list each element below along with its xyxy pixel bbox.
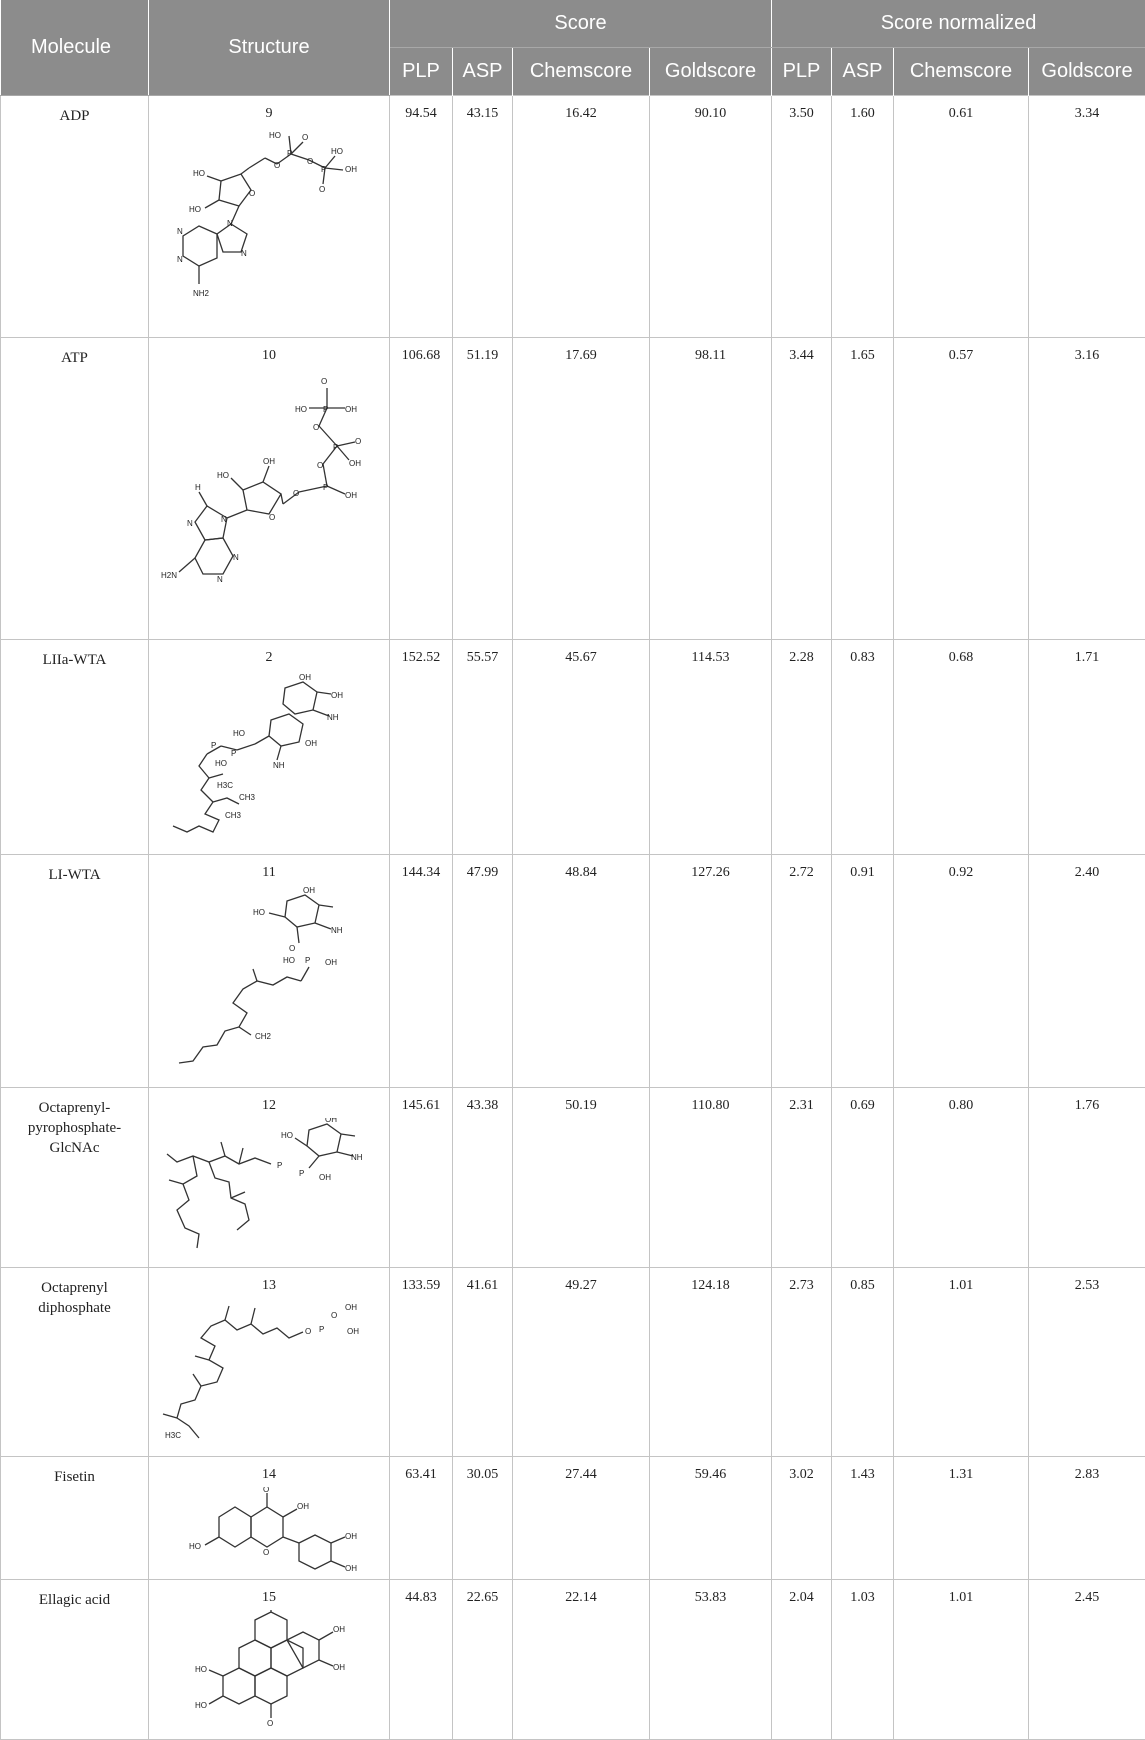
goldscore: 53.83: [650, 1580, 772, 1740]
svg-text:O: O: [313, 423, 320, 432]
compound-number: 2: [265, 650, 273, 665]
normalized-goldscore: 1.71: [1029, 640, 1145, 855]
goldscore: 59.46: [650, 1457, 772, 1580]
svg-text:O: O: [263, 1487, 270, 1494]
goldscore: 90.10: [650, 96, 772, 338]
molecule-name: LI-WTA: [1, 855, 149, 1088]
table-row: [1, 855, 1145, 1088]
svg-text:P: P: [323, 405, 329, 414]
octaprenyl-diphosphate-structure-image: [159, 1298, 379, 1448]
svg-text:P: P: [319, 1325, 325, 1334]
compound-number: 12: [262, 1098, 276, 1113]
svg-text:OH: OH: [347, 1327, 359, 1336]
asp-score: 22.65: [453, 1580, 513, 1740]
plp-score: 44.83: [390, 1580, 453, 1740]
svg-text:N: N: [217, 575, 223, 584]
normalized-chemscore: 1.01: [894, 1580, 1029, 1740]
plp-score: 145.61: [390, 1088, 453, 1268]
svg-text:HO: HO: [189, 205, 201, 214]
compound-number: 11: [262, 865, 276, 880]
svg-text:O: O: [307, 157, 314, 166]
normalized-asp: 1.03: [832, 1580, 894, 1740]
svg-text:OH: OH: [345, 1564, 357, 1571]
chemscore: 48.84: [513, 855, 650, 1088]
structure-cell: [149, 855, 390, 1088]
table-row: [1, 640, 1145, 855]
molecule-name: LIIa-WTA: [1, 640, 149, 855]
normalized-goldscore: 3.34: [1029, 96, 1145, 338]
svg-text:OH: OH: [345, 405, 357, 414]
header-score-normalized: Score normalized: [772, 0, 1145, 48]
normalized-chemscore: 1.01: [894, 1268, 1029, 1457]
svg-text:NH: NH: [327, 713, 339, 722]
adp-structure-image: [159, 126, 379, 326]
plp-score: 144.34: [390, 855, 453, 1088]
normalized-asp: 0.69: [832, 1088, 894, 1268]
normalized-plp: 3.44: [772, 338, 832, 640]
table-row: [1, 1088, 1145, 1268]
svg-text:H3C: H3C: [217, 781, 234, 790]
svg-text:N: N: [233, 553, 239, 562]
svg-text:N: N: [241, 249, 247, 258]
normalized-asp: 0.83: [832, 640, 894, 855]
svg-text:NH: NH: [331, 926, 343, 935]
table-row: [1, 96, 1145, 338]
table-row: [1, 1457, 1145, 1580]
svg-text:H: H: [195, 483, 201, 492]
svg-text:HO: HO: [281, 1131, 293, 1140]
svg-text:P: P: [231, 749, 237, 758]
svg-text:P: P: [305, 956, 311, 965]
svg-text:OH: OH: [333, 1625, 345, 1634]
table-row: [1, 338, 1145, 640]
li-wta-structure-image: [159, 885, 379, 1080]
structure-cell: [149, 1580, 390, 1740]
asp-score: 51.19: [453, 338, 513, 640]
molecule-name: Octaprenyl diphosphate: [1, 1268, 149, 1457]
normalized-plp: 2.28: [772, 640, 832, 855]
chemscore: 17.69: [513, 338, 650, 640]
subheader-asp: ASP: [453, 48, 513, 96]
normalized-chemscore: 1.31: [894, 1457, 1029, 1580]
svg-text:CH3: CH3: [225, 811, 242, 820]
svg-text:HO: HO: [215, 759, 227, 768]
asp-score: 43.15: [453, 96, 513, 338]
svg-text:OH: OH: [299, 673, 311, 682]
svg-text:HO: HO: [269, 131, 281, 140]
svg-text:HO: HO: [331, 147, 343, 156]
plp-score: 94.54: [390, 96, 453, 338]
svg-text:OH: OH: [263, 457, 275, 466]
normalized-chemscore: 0.61: [894, 96, 1029, 338]
svg-text:OH: OH: [319, 1173, 331, 1182]
molecule-name: Ellagic acid: [1, 1580, 149, 1740]
molecule-name: ATP: [1, 338, 149, 640]
svg-text:P: P: [287, 149, 293, 158]
svg-text:HO: HO: [233, 729, 245, 738]
svg-text:O: O: [331, 1311, 338, 1320]
header-molecule: Molecule: [1, 0, 149, 96]
svg-text:HO: HO: [283, 956, 295, 965]
plp-score: 63.41: [390, 1457, 453, 1580]
goldscore: 124.18: [650, 1268, 772, 1457]
svg-text:HO: HO: [217, 471, 229, 480]
compound-number: 9: [265, 106, 273, 121]
normalized-asp: 0.91: [832, 855, 894, 1088]
svg-text:OH: OH: [345, 491, 357, 500]
table-row: [1, 1268, 1145, 1457]
svg-text:OH: OH: [349, 459, 361, 468]
normalized-asp: 1.65: [832, 338, 894, 640]
normalized-plp: 2.72: [772, 855, 832, 1088]
compound-number: 13: [262, 1278, 276, 1293]
svg-text:NH2: NH2: [193, 289, 210, 298]
normalized-plp: 3.02: [772, 1457, 832, 1580]
structure-cell: [149, 1268, 390, 1457]
goldscore: 127.26: [650, 855, 772, 1088]
chemscore: 27.44: [513, 1457, 650, 1580]
chemscore: 22.14: [513, 1580, 650, 1740]
normalized-plp: 2.73: [772, 1268, 832, 1457]
structure-cell: [149, 640, 390, 855]
svg-text:OH: OH: [325, 958, 337, 967]
normalized-asp: 1.43: [832, 1457, 894, 1580]
molecule-name: Fisetin: [1, 1457, 149, 1580]
svg-text:HO: HO: [195, 1665, 207, 1674]
svg-text:OH: OH: [325, 1118, 337, 1124]
subheader-normalized-plp: PLP: [772, 48, 832, 96]
svg-text:OH: OH: [305, 739, 317, 748]
svg-text:CH3: CH3: [239, 793, 256, 802]
atp-structure-image: [159, 368, 379, 628]
svg-text:N: N: [227, 219, 233, 228]
svg-text:H3C: H3C: [165, 1431, 182, 1440]
svg-text:O: O: [269, 513, 276, 522]
svg-text:OH: OH: [331, 691, 343, 700]
header-score: Score: [390, 0, 772, 48]
fisetin-structure-image: [159, 1487, 379, 1571]
normalized-chemscore: 0.92: [894, 855, 1029, 1088]
plp-score: 133.59: [390, 1268, 453, 1457]
asp-score: 41.61: [453, 1268, 513, 1457]
svg-text:O: O: [289, 944, 296, 953]
normalized-chemscore: 0.68: [894, 640, 1029, 855]
liia-wta-structure-image: [159, 670, 379, 845]
normalized-goldscore: 3.16: [1029, 338, 1145, 640]
svg-text:NH: NH: [273, 761, 285, 770]
structure-cell: [149, 338, 390, 640]
svg-text:OH: OH: [303, 886, 315, 895]
asp-score: 43.38: [453, 1088, 513, 1268]
subheader-normalized-goldscore: Goldscore: [1029, 48, 1145, 96]
chemscore: 50.19: [513, 1088, 650, 1268]
svg-text:P: P: [299, 1169, 305, 1178]
svg-text:O: O: [305, 1327, 312, 1336]
normalized-chemscore: 0.57: [894, 338, 1029, 640]
subheader-plp: PLP: [390, 48, 453, 96]
normalized-plp: 2.31: [772, 1088, 832, 1268]
svg-text:P: P: [211, 741, 217, 750]
svg-text:CH2: CH2: [255, 1032, 272, 1041]
svg-text:O: O: [293, 489, 300, 498]
svg-text:HO: HO: [195, 1701, 207, 1710]
asp-score: 47.99: [453, 855, 513, 1088]
normalized-goldscore: 2.53: [1029, 1268, 1145, 1457]
svg-text:N: N: [187, 519, 193, 528]
svg-text:P: P: [277, 1161, 283, 1170]
goldscore: 114.53: [650, 640, 772, 855]
normalized-goldscore: 1.76: [1029, 1088, 1145, 1268]
compound-number: 14: [262, 1467, 276, 1482]
svg-text:OH: OH: [345, 165, 357, 174]
svg-text:HO: HO: [253, 908, 265, 917]
chemscore: 49.27: [513, 1268, 650, 1457]
molecule-name: Octaprenyl-pyrophosphate-GlcNAc: [1, 1088, 149, 1268]
svg-text:O: O: [249, 189, 256, 198]
svg-text:HO: HO: [295, 405, 307, 414]
svg-text:O: O: [319, 185, 326, 194]
subheader-goldscore: Goldscore: [650, 48, 772, 96]
subheader-normalized-chemscore: Chemscore: [894, 48, 1029, 96]
svg-text:O: O: [263, 1548, 270, 1557]
svg-text:P: P: [321, 165, 327, 174]
structure-cell: [149, 1457, 390, 1580]
header-structure: Structure: [149, 0, 390, 96]
molecule-name: ADP: [1, 96, 149, 338]
svg-text:N: N: [221, 515, 227, 524]
normalized-chemscore: 0.80: [894, 1088, 1029, 1268]
goldscore: 110.80: [650, 1088, 772, 1268]
goldscore: 98.11: [650, 338, 772, 640]
normalized-asp: 0.85: [832, 1268, 894, 1457]
svg-text:P: P: [323, 483, 329, 492]
svg-text:P: P: [333, 443, 339, 452]
asp-score: 30.05: [453, 1457, 513, 1580]
normalized-goldscore: 2.45: [1029, 1580, 1145, 1740]
subheader-normalized-asp: ASP: [832, 48, 894, 96]
structure-cell: [149, 96, 390, 338]
octaprenyl-pyrophosphate-glcnac-structure-image: [159, 1118, 379, 1258]
normalized-goldscore: 2.40: [1029, 855, 1145, 1088]
asp-score: 55.57: [453, 640, 513, 855]
normalized-asp: 1.60: [832, 96, 894, 338]
chemscore: 45.67: [513, 640, 650, 855]
svg-text:O: O: [302, 133, 309, 142]
svg-text:N: N: [177, 255, 183, 264]
structure-cell: [149, 1088, 390, 1268]
svg-text:OH: OH: [333, 1663, 345, 1672]
svg-text:NH: NH: [351, 1153, 363, 1162]
ellagic-acid-structure-image: [159, 1610, 379, 1728]
chemscore: 16.42: [513, 96, 650, 338]
svg-text:OH: OH: [345, 1303, 357, 1312]
plp-score: 152.52: [390, 640, 453, 855]
compound-number: 10: [262, 348, 276, 363]
svg-text:OH: OH: [297, 1502, 309, 1511]
normalized-plp: 3.50: [772, 96, 832, 338]
table-row: [1, 1580, 1145, 1740]
svg-text:O: O: [355, 437, 362, 446]
compound-number: 15: [262, 1590, 276, 1605]
subheader-chemscore: Chemscore: [513, 48, 650, 96]
normalized-goldscore: 2.83: [1029, 1457, 1145, 1580]
svg-text:H2N: H2N: [161, 571, 178, 580]
svg-text:O: O: [321, 377, 328, 386]
normalized-plp: 2.04: [772, 1580, 832, 1740]
svg-text:HO: HO: [193, 169, 205, 178]
svg-text:N: N: [177, 227, 183, 236]
svg-text:O: O: [317, 461, 324, 470]
svg-text:O: O: [267, 1719, 274, 1728]
svg-text:OH: OH: [345, 1532, 357, 1541]
svg-text:O: O: [274, 161, 281, 170]
svg-text:HO: HO: [189, 1542, 201, 1551]
plp-score: 106.68: [390, 338, 453, 640]
